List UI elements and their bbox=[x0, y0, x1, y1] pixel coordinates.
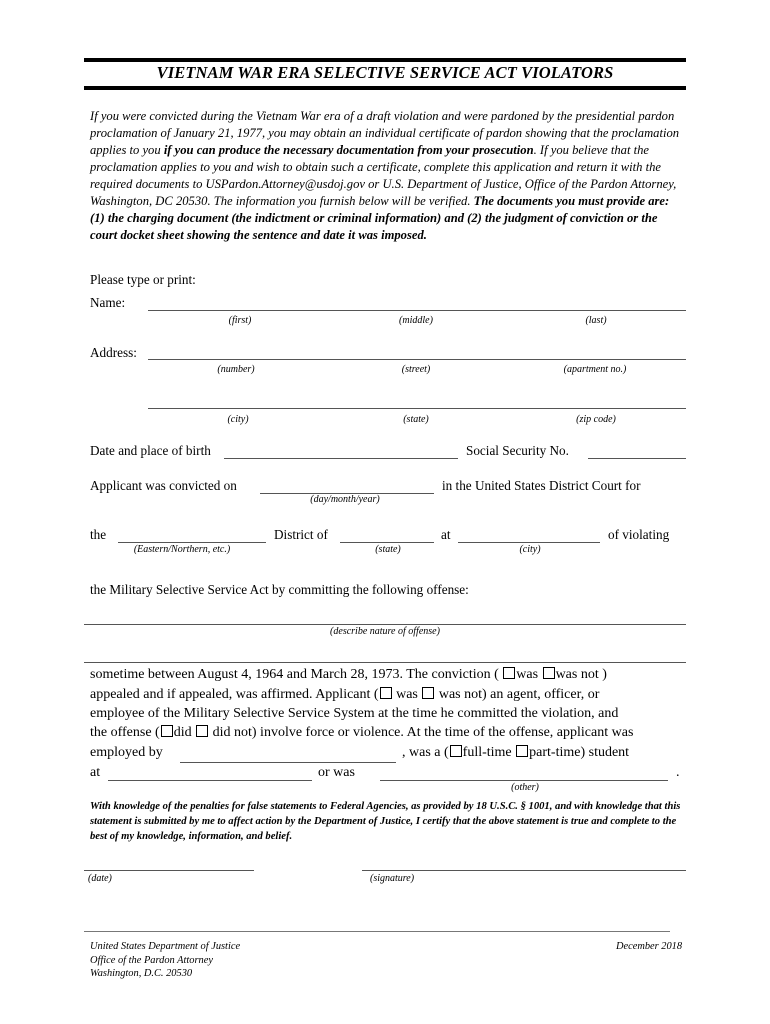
other-field[interactable] bbox=[380, 780, 668, 781]
agent-was-checkbox[interactable] bbox=[380, 687, 392, 699]
district-court-label: in the United States District Court for bbox=[442, 478, 641, 493]
full-time-checkbox[interactable] bbox=[450, 745, 462, 757]
date-field[interactable] bbox=[84, 870, 254, 871]
footer-date: December 2018 bbox=[616, 941, 683, 952]
footer-line-2: Office of the Pardon Attorney bbox=[90, 954, 213, 966]
at-school-label: at bbox=[90, 765, 101, 780]
force-line bbox=[90, 725, 633, 741]
name-field[interactable] bbox=[148, 310, 686, 311]
other-caption: (other) bbox=[511, 782, 539, 793]
address-street-caption: (street) bbox=[401, 364, 431, 375]
address-label: Address: bbox=[90, 345, 137, 360]
employer-field[interactable] bbox=[180, 762, 396, 763]
name-first-caption: (first) bbox=[228, 315, 252, 326]
part-time-label: part-time) student bbox=[529, 745, 630, 760]
of-violating-label: of violating bbox=[608, 527, 670, 542]
title-bottom-rule bbox=[84, 86, 686, 90]
conviction-was-not-checkbox[interactable] bbox=[543, 667, 555, 679]
full-time-label: full-time bbox=[462, 745, 512, 760]
district-of-label: District of bbox=[274, 527, 328, 542]
employee-line: employee of the Military Selective Service System at the time he committed the violation, and bbox=[90, 706, 619, 721]
city-state-zip-field[interactable] bbox=[148, 408, 686, 409]
intro-text-2: . If you believe that the proclamation applies to you and wish to obtain such a certificate, complete this application and return it with the required documents to USPardon.Attorney@usdoj.gov or U.S. Department of Justice, Office of the Pardon Attorney, Washington, DC 20530. The information you furnish below will be verified. bbox=[90, 143, 677, 208]
district-state-caption: (state) bbox=[375, 544, 401, 555]
appealed-line bbox=[90, 687, 599, 703]
dmy-caption: (day/month/year) bbox=[310, 494, 380, 505]
name-label: Name: bbox=[90, 295, 126, 310]
student-text: , was a ( bbox=[402, 745, 449, 760]
state-caption: (state) bbox=[403, 414, 429, 425]
district-state-field[interactable] bbox=[340, 542, 434, 543]
intro-paragraph bbox=[90, 108, 680, 244]
ssn-label: Social Security No. bbox=[466, 443, 569, 458]
name-middle-caption: (middle) bbox=[399, 315, 433, 326]
zip-caption: (zip code) bbox=[576, 414, 616, 425]
at-label: at bbox=[441, 527, 451, 542]
or-was-label: or was bbox=[318, 765, 355, 780]
appealed-text: appealed and if appealed, was affirmed. Applicant ( bbox=[90, 687, 379, 702]
city-caption: (city) bbox=[227, 414, 249, 425]
offense-caption: (describe nature of offense) bbox=[330, 626, 440, 637]
eastern-caption: (Eastern/Northern, etc.) bbox=[133, 544, 231, 555]
school-field[interactable] bbox=[108, 780, 312, 781]
name-last-caption: (last) bbox=[585, 315, 607, 326]
force-did-not-label: did not) involve force or violence. At the time of the offense, applicant was bbox=[212, 725, 634, 740]
page-title: VIETNAM WAR ERA SELECTIVE SERVICE ACT VIOLATORS bbox=[156, 63, 614, 82]
agent-was-label: was bbox=[396, 687, 418, 702]
signature-caption: (signature) bbox=[370, 873, 415, 884]
intro-text-1: If you were convicted during the Vietnam War era of a draft violation and were pardoned by the presidential pardon proclamation of January 21, 1977, you may obtain an individual certificate of pardon showing that the proclamation applies to you bbox=[90, 109, 680, 157]
military-act-label: the Military Selective Service Act by committing the following offense: bbox=[90, 582, 469, 597]
intro-bold-1: if you can produce the necessary documentation from your prosecution bbox=[163, 143, 534, 157]
address-apartment-caption: (apartment no.) bbox=[563, 364, 627, 375]
footer-line-1: United States Department of Justice bbox=[90, 941, 241, 952]
conviction-was-checkbox[interactable] bbox=[503, 667, 515, 679]
conviction-was-label: was bbox=[516, 667, 539, 682]
the-label: the bbox=[90, 527, 107, 542]
agent-was-not-label: was not) an agent, officer, or bbox=[438, 687, 600, 702]
force-did-checkbox[interactable] bbox=[161, 725, 173, 737]
footer-address bbox=[90, 940, 240, 981]
part-time-checkbox[interactable] bbox=[516, 745, 528, 757]
period-mark: . bbox=[676, 765, 680, 780]
ssn-field[interactable] bbox=[588, 458, 686, 459]
offense-field-2[interactable] bbox=[84, 662, 686, 663]
footer-line-3: Washington, D.C. 20530 bbox=[90, 968, 193, 979]
date-caption: (date) bbox=[88, 873, 112, 884]
conviction-text: sometime between August 4, 1964 and March 28, 1973. The conviction ( bbox=[90, 667, 499, 682]
convicted-label: Applicant was convicted on bbox=[90, 478, 237, 493]
force-did-label: did bbox=[173, 725, 192, 740]
title-top-rule bbox=[84, 58, 686, 62]
please-type-label: Please type or print: bbox=[90, 272, 196, 287]
offense-field[interactable] bbox=[84, 624, 686, 625]
employed-by-label: employed by bbox=[90, 745, 163, 760]
address-field[interactable] bbox=[148, 359, 686, 360]
footer-rule bbox=[84, 931, 670, 932]
intro-bold-2: The documents you must provide are: (1) the charging document (the indictment or criminal information) and (2) the judgment of conviction or the court docket sheet showing the sentence and date it was imposed. bbox=[90, 194, 670, 242]
district-region-field[interactable] bbox=[118, 542, 266, 543]
agent-was-not-checkbox[interactable] bbox=[422, 687, 434, 699]
address-number-caption: (number) bbox=[217, 364, 255, 375]
signature-field[interactable] bbox=[362, 870, 686, 871]
dob-field[interactable] bbox=[224, 458, 458, 459]
certification-statement: With knowledge of the penalties for false statements to Federal Agencies, as provided by 18 U.S.C. § 1001, and with knowledge that this statement is submitted by me to affect action by the Department of Justice, I certify that the above statement is true and complete to the best of my knowledge, information, and belief. bbox=[90, 801, 681, 842]
student-line bbox=[402, 745, 629, 761]
force-text: the offense ( bbox=[90, 725, 160, 740]
force-did-not-checkbox[interactable] bbox=[196, 725, 208, 737]
dob-label: Date and place of birth bbox=[90, 443, 211, 458]
conviction-was-not-label: was not ) bbox=[555, 667, 607, 682]
district-city-caption: (city) bbox=[519, 544, 541, 555]
district-city-field[interactable] bbox=[458, 542, 600, 543]
conviction-line bbox=[90, 667, 607, 683]
